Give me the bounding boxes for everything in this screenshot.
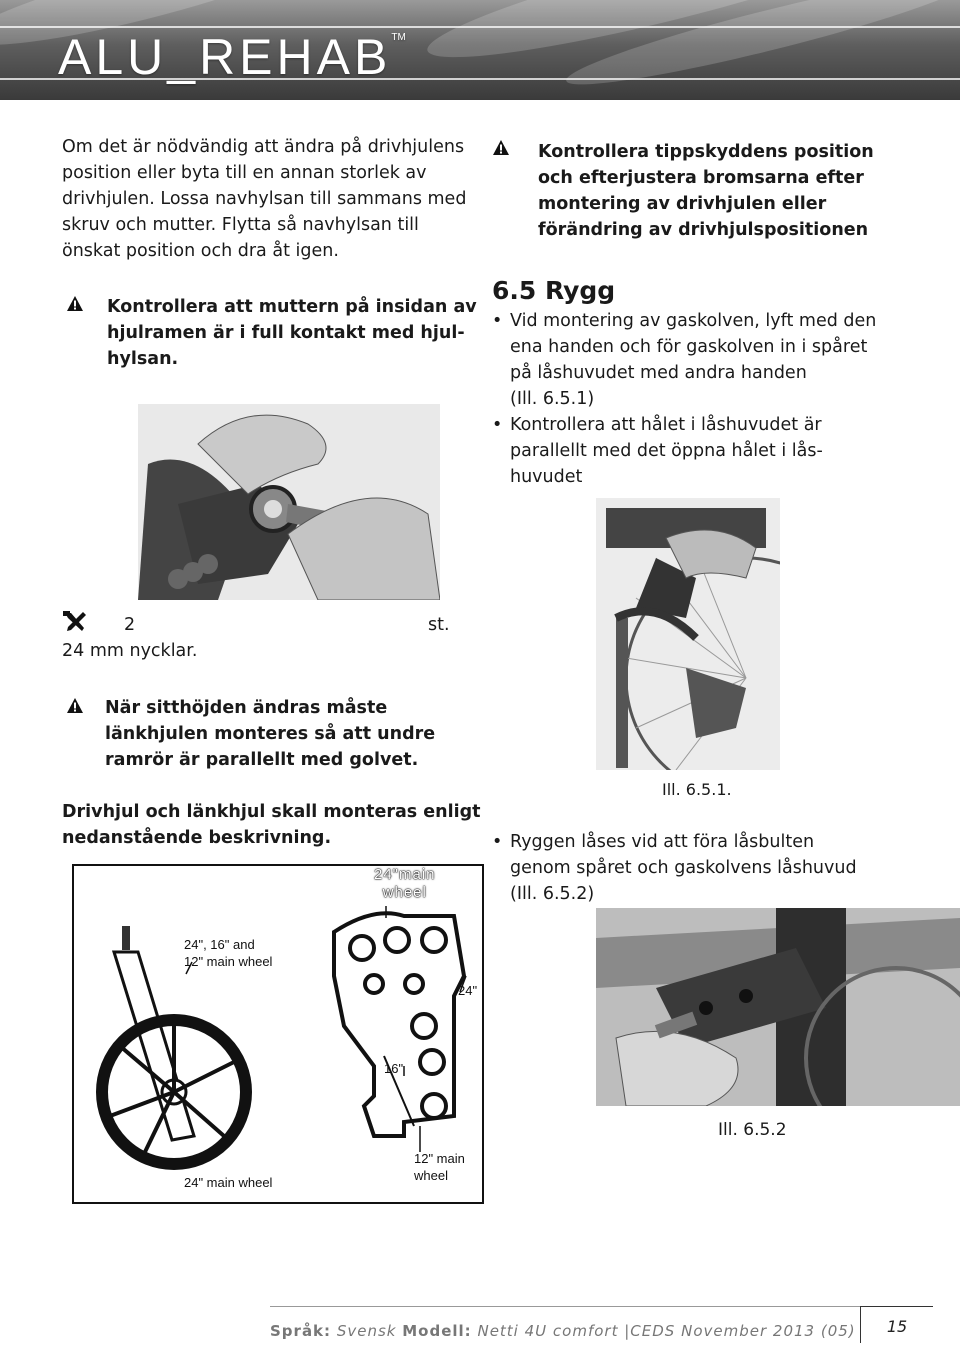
bullet-gaskolv: • Vid montering av gaskolven, lyft med den ena handen och för gaskolven in i spåret på låshuvudet med andra handen (Ill. 6.5.1) [492, 311, 877, 409]
warning-muttern: Kontrollera att muttern på insidan av hjulramen är i full kontakt med hjul- hylsan. [107, 297, 477, 369]
warning-icon [493, 140, 509, 155]
tools-description: 24 mm nycklar. [62, 641, 198, 661]
label-24-main-wheel-top: 24"main wheel [374, 866, 436, 901]
warning-icon [67, 296, 83, 311]
warning-icon [67, 698, 83, 713]
footer-rule [270, 1306, 860, 1307]
warning-tippskydd: Kontrollera tippskyddens position och efterjustera bromsarna efter montering av drivhjulen eller förändring av drivhjulspositionen [538, 142, 874, 240]
mount-note: Drivhjul och länkhjul skall monteras enligt nedanstående beskrivning. [62, 802, 481, 848]
bullet-halet: • Kontrollera att hålet i låshuvudet är parallellt med det öppna hålet i lås- huvudet [492, 415, 823, 487]
caption-ill-6-5-1: Ill. 6.5.1. [662, 780, 732, 799]
tools-icon [62, 610, 88, 634]
photo-ill-6-5-1 [596, 498, 780, 770]
page-header [0, 0, 960, 100]
intro-paragraph: Om det är nödvändig att ändra på drivhjulens position eller byta till en annan storlek av drivhjulen. Lossa navhylsan till sammans med skruv och mutter. Flytta så navhylsan till önskat position och dra åt igen. [62, 137, 467, 261]
footer-info: Språk: Svensk Modell: Netti 4U comfort |CEDS November 2013 (05) [270, 1322, 856, 1340]
label-24-main-wheel-bottom: 24" main wheel [184, 1175, 273, 1190]
warning-sitthojd: När sitthöjden ändras måste länkhjulen monteres så att undre ramrör är parallellt med golvet. [105, 698, 436, 770]
page-number: 15 [860, 1306, 933, 1343]
bullet-lasbult: • Ryggen låses vid att föra låsbulten genom spåret och gaskolvens låshuvud (Ill. 6.5.2) [492, 832, 857, 904]
photo-ill-6-5-2 [596, 908, 960, 1106]
section-title: 6.5 Rygg [492, 276, 616, 305]
caption-ill-6-5-2: Ill. 6.5.2 [718, 1120, 787, 1140]
label-12-main-wheel: 12" main wheel [414, 1151, 465, 1183]
label-fork-wheels: 24", 16" and 12" main wheel [184, 937, 273, 969]
brand-logo: ALU_REHAB™ [58, 29, 406, 85]
tools-unit: st. [428, 615, 450, 635]
label-16: 16" [384, 1061, 404, 1076]
label-24: 24" [458, 983, 478, 998]
tools-count: 2 [124, 615, 136, 635]
wrench-photo [138, 404, 440, 600]
